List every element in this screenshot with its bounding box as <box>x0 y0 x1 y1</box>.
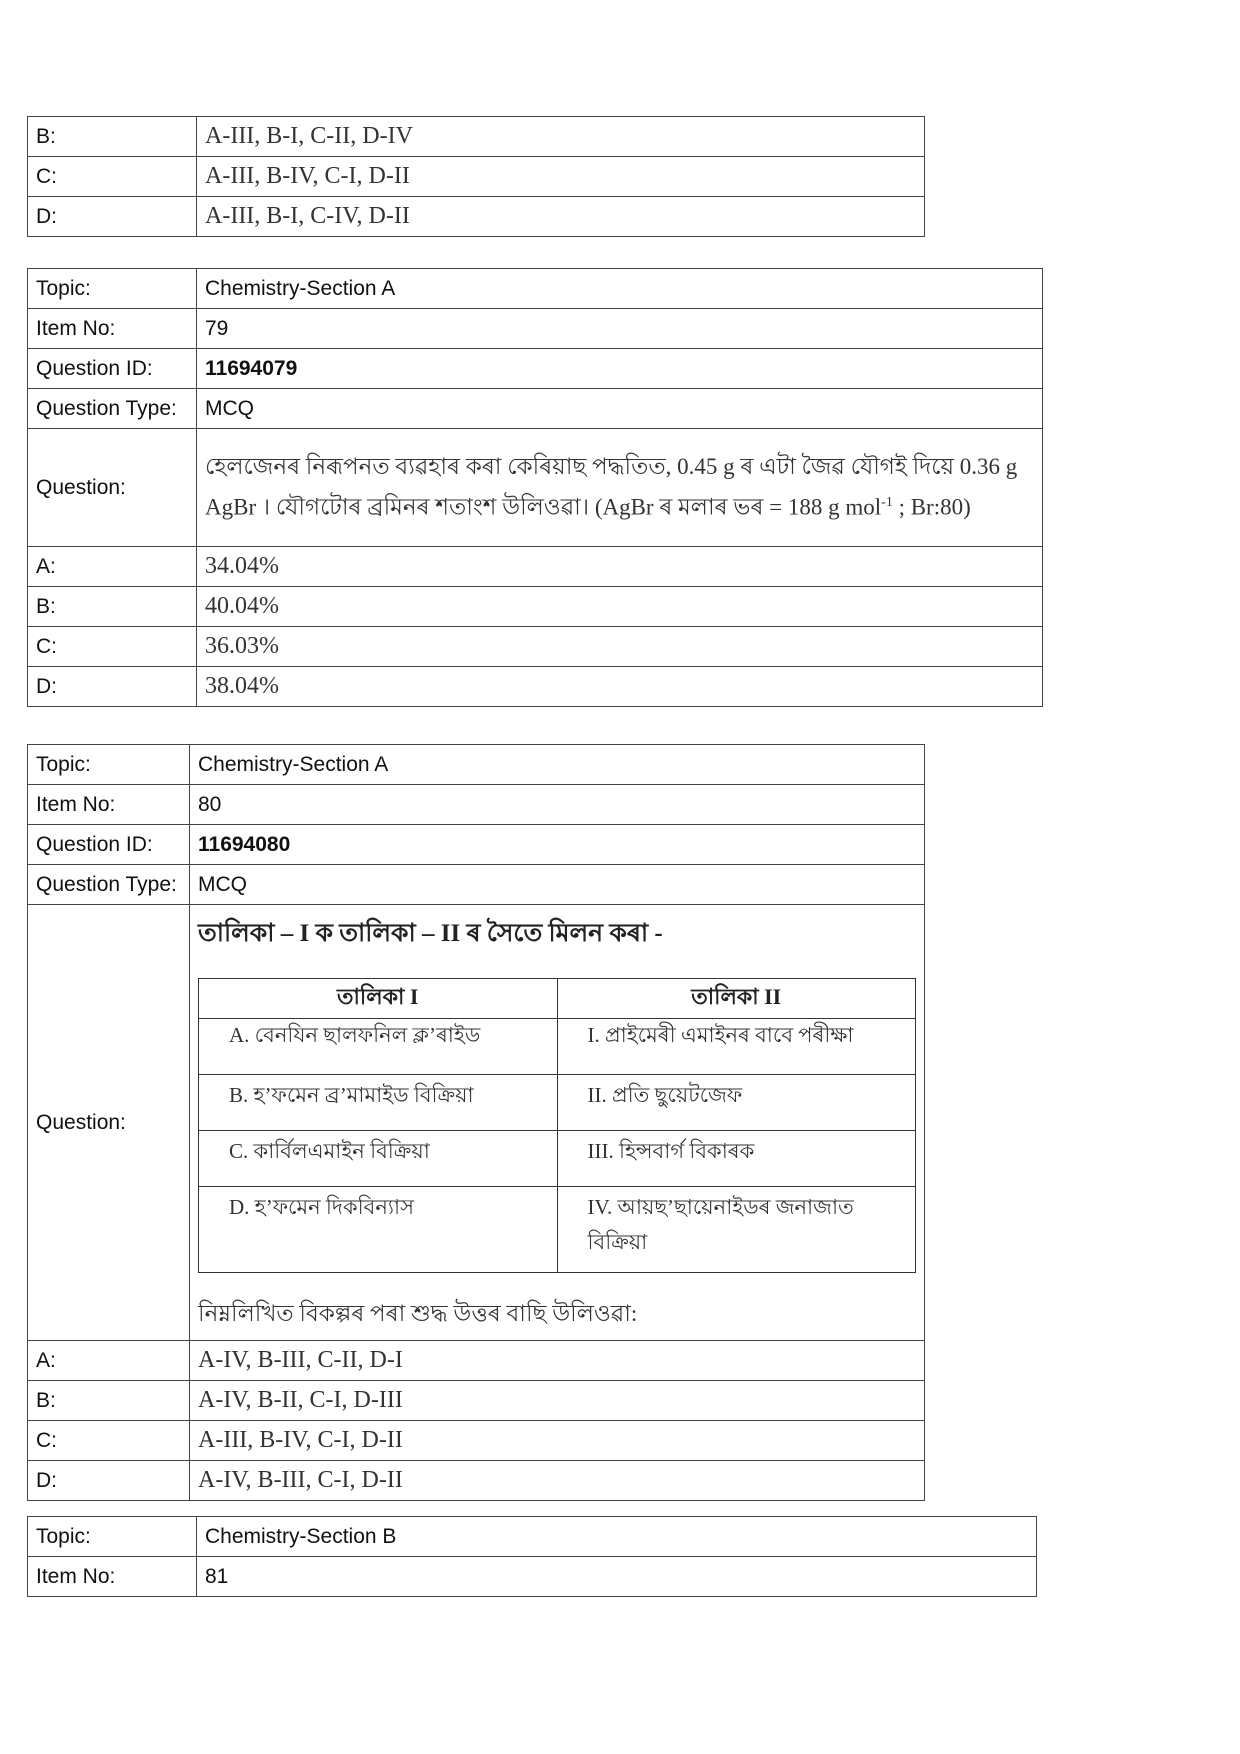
option-label: A: <box>28 1341 190 1381</box>
option-value: 36.03% <box>197 627 1043 667</box>
item-value: 79 <box>197 309 1043 349</box>
option-label: D: <box>28 197 197 237</box>
option-row <box>28 587 1043 627</box>
previous-question-options-table <box>27 116 925 237</box>
option-row <box>28 667 1043 707</box>
option-label: C: <box>28 157 197 197</box>
item-row <box>28 785 925 825</box>
item-value: 81 <box>197 1557 1037 1597</box>
match-row <box>199 1131 916 1187</box>
match-header-row <box>199 979 916 1019</box>
option-row <box>28 157 925 197</box>
option-value: A-IV, B-II, C-I, D-III <box>190 1381 925 1421</box>
option-value: 40.04% <box>197 587 1043 627</box>
topic-value: Chemistry-Section A <box>197 269 1043 309</box>
match-title: তালিকা – I ক তালিকা – II ৰ সৈতে মিলন কৰা - <box>198 920 663 947</box>
match-left: A. বেনযিন ছালফনিল ক্ল’ৰাইড <box>199 1019 558 1075</box>
question-row <box>28 429 1043 547</box>
option-row <box>28 1341 925 1381</box>
match-left: D. হ’ফমেন দিকবিন্যাস <box>199 1187 558 1273</box>
option-label: A: <box>28 547 197 587</box>
question-type-label: Question Type: <box>28 865 190 905</box>
option-label: D: <box>28 1461 190 1501</box>
match-left: C. কাৰ্বিলএমাইন বিক্ৰিয়া <box>199 1131 558 1187</box>
question-body: হেলজেনৰ নিৰূপনত ব্যৱহাৰ কৰা কেৰিয়াছ পদ্ধতিত, 0.45 g ৰ এটা জৈৱ যৌগই দিয়ে 0.36 g AgBr । যৌগটোৰ ব্ৰমিনৰ শতাংশ উলিওৱা। (AgBr ৰ মলাৰ ভৰ = 188 g mol <box>205 454 1018 520</box>
topic-value: Chemistry-Section A <box>190 745 925 785</box>
option-row <box>28 1381 925 1421</box>
question-id-label: Question ID: <box>28 349 197 389</box>
option-value: A-III, B-IV, C-I, D-II <box>197 157 925 197</box>
question-cell <box>190 905 925 1341</box>
match-right: II. প্ৰতি ছুয়েটজেফ <box>557 1075 916 1131</box>
column-1-header: তালিকা I <box>199 979 558 1019</box>
column-2-header: তালিকা II <box>557 979 916 1019</box>
match-right: III. হিন্সবাৰ্গ বিকাৰক <box>557 1131 916 1187</box>
option-value: A-III, B-IV, C-I, D-II <box>190 1421 925 1461</box>
item-label: Item No: <box>28 309 197 349</box>
option-label: B: <box>28 587 197 627</box>
topic-label: Topic: <box>28 269 197 309</box>
option-value: 34.04% <box>197 547 1043 587</box>
topic-label: Topic: <box>28 1517 197 1557</box>
question-id-row <box>28 825 925 865</box>
option-label: C: <box>28 627 197 667</box>
option-row <box>28 1421 925 1461</box>
match-row <box>199 1075 916 1131</box>
topic-row <box>28 1517 1037 1557</box>
item-row <box>28 309 1043 349</box>
question-id-label: Question ID: <box>28 825 190 865</box>
option-row <box>28 627 1043 667</box>
topic-row <box>28 745 925 785</box>
question-label: Question: <box>28 905 190 1341</box>
question-text <box>205 443 1034 532</box>
question-81-table <box>27 1516 1037 1597</box>
question-id-value: 11694080 <box>190 825 925 865</box>
option-value: A-III, B-I, C-II, D-IV <box>197 117 925 157</box>
question-type-value: MCQ <box>197 389 1043 429</box>
question-type-row <box>28 865 925 905</box>
option-label: B: <box>28 1381 190 1421</box>
option-row <box>28 197 925 237</box>
option-row <box>28 117 925 157</box>
question-79-table <box>27 268 1043 707</box>
question-type-label: Question Type: <box>28 389 197 429</box>
question-type-row <box>28 389 1043 429</box>
option-label: D: <box>28 667 197 707</box>
question-80-table <box>27 744 925 1501</box>
question-type-value: MCQ <box>190 865 925 905</box>
match-table <box>198 978 916 1273</box>
topic-label: Topic: <box>28 745 190 785</box>
match-footer: নিম্নলিখিত বিকল্পৰ পৰা শুদ্ধ উত্তৰ বাছি উলিওৱা: <box>198 1301 638 1326</box>
question-id-value: 11694079 <box>197 349 1043 389</box>
option-value: A-III, B-I, C-IV, D-II <box>197 197 925 237</box>
match-row <box>199 1019 916 1075</box>
question-superscript: -1 <box>881 495 893 511</box>
option-label: B: <box>28 117 197 157</box>
match-row <box>199 1187 916 1273</box>
question-cell <box>197 429 1043 547</box>
item-label: Item No: <box>28 1557 197 1597</box>
match-right: IV. আয়ছ’ছায়েনাইডৰ জনাজাত বিক্ৰিয়া <box>557 1187 916 1273</box>
question-label: Question: <box>28 429 197 547</box>
item-value: 80 <box>190 785 925 825</box>
question-tail: ; Br:80) <box>892 494 971 520</box>
question-row <box>28 905 925 1341</box>
match-left: B. হ’ফমেন ব্ৰ’মামাইড বিক্ৰিয়া <box>199 1075 558 1131</box>
item-label: Item No: <box>28 785 190 825</box>
option-value: 38.04% <box>197 667 1043 707</box>
option-value: A-IV, B-III, C-I, D-II <box>190 1461 925 1501</box>
option-row <box>28 547 1043 587</box>
match-right: I. প্ৰাইমেৰী এমাইনৰ বাবে পৰীক্ষা <box>557 1019 916 1075</box>
option-row <box>28 1461 925 1501</box>
topic-row <box>28 269 1043 309</box>
option-label: C: <box>28 1421 190 1461</box>
item-row <box>28 1557 1037 1597</box>
option-value: A-IV, B-III, C-II, D-I <box>190 1341 925 1381</box>
topic-value: Chemistry-Section B <box>197 1517 1037 1557</box>
question-id-row <box>28 349 1043 389</box>
